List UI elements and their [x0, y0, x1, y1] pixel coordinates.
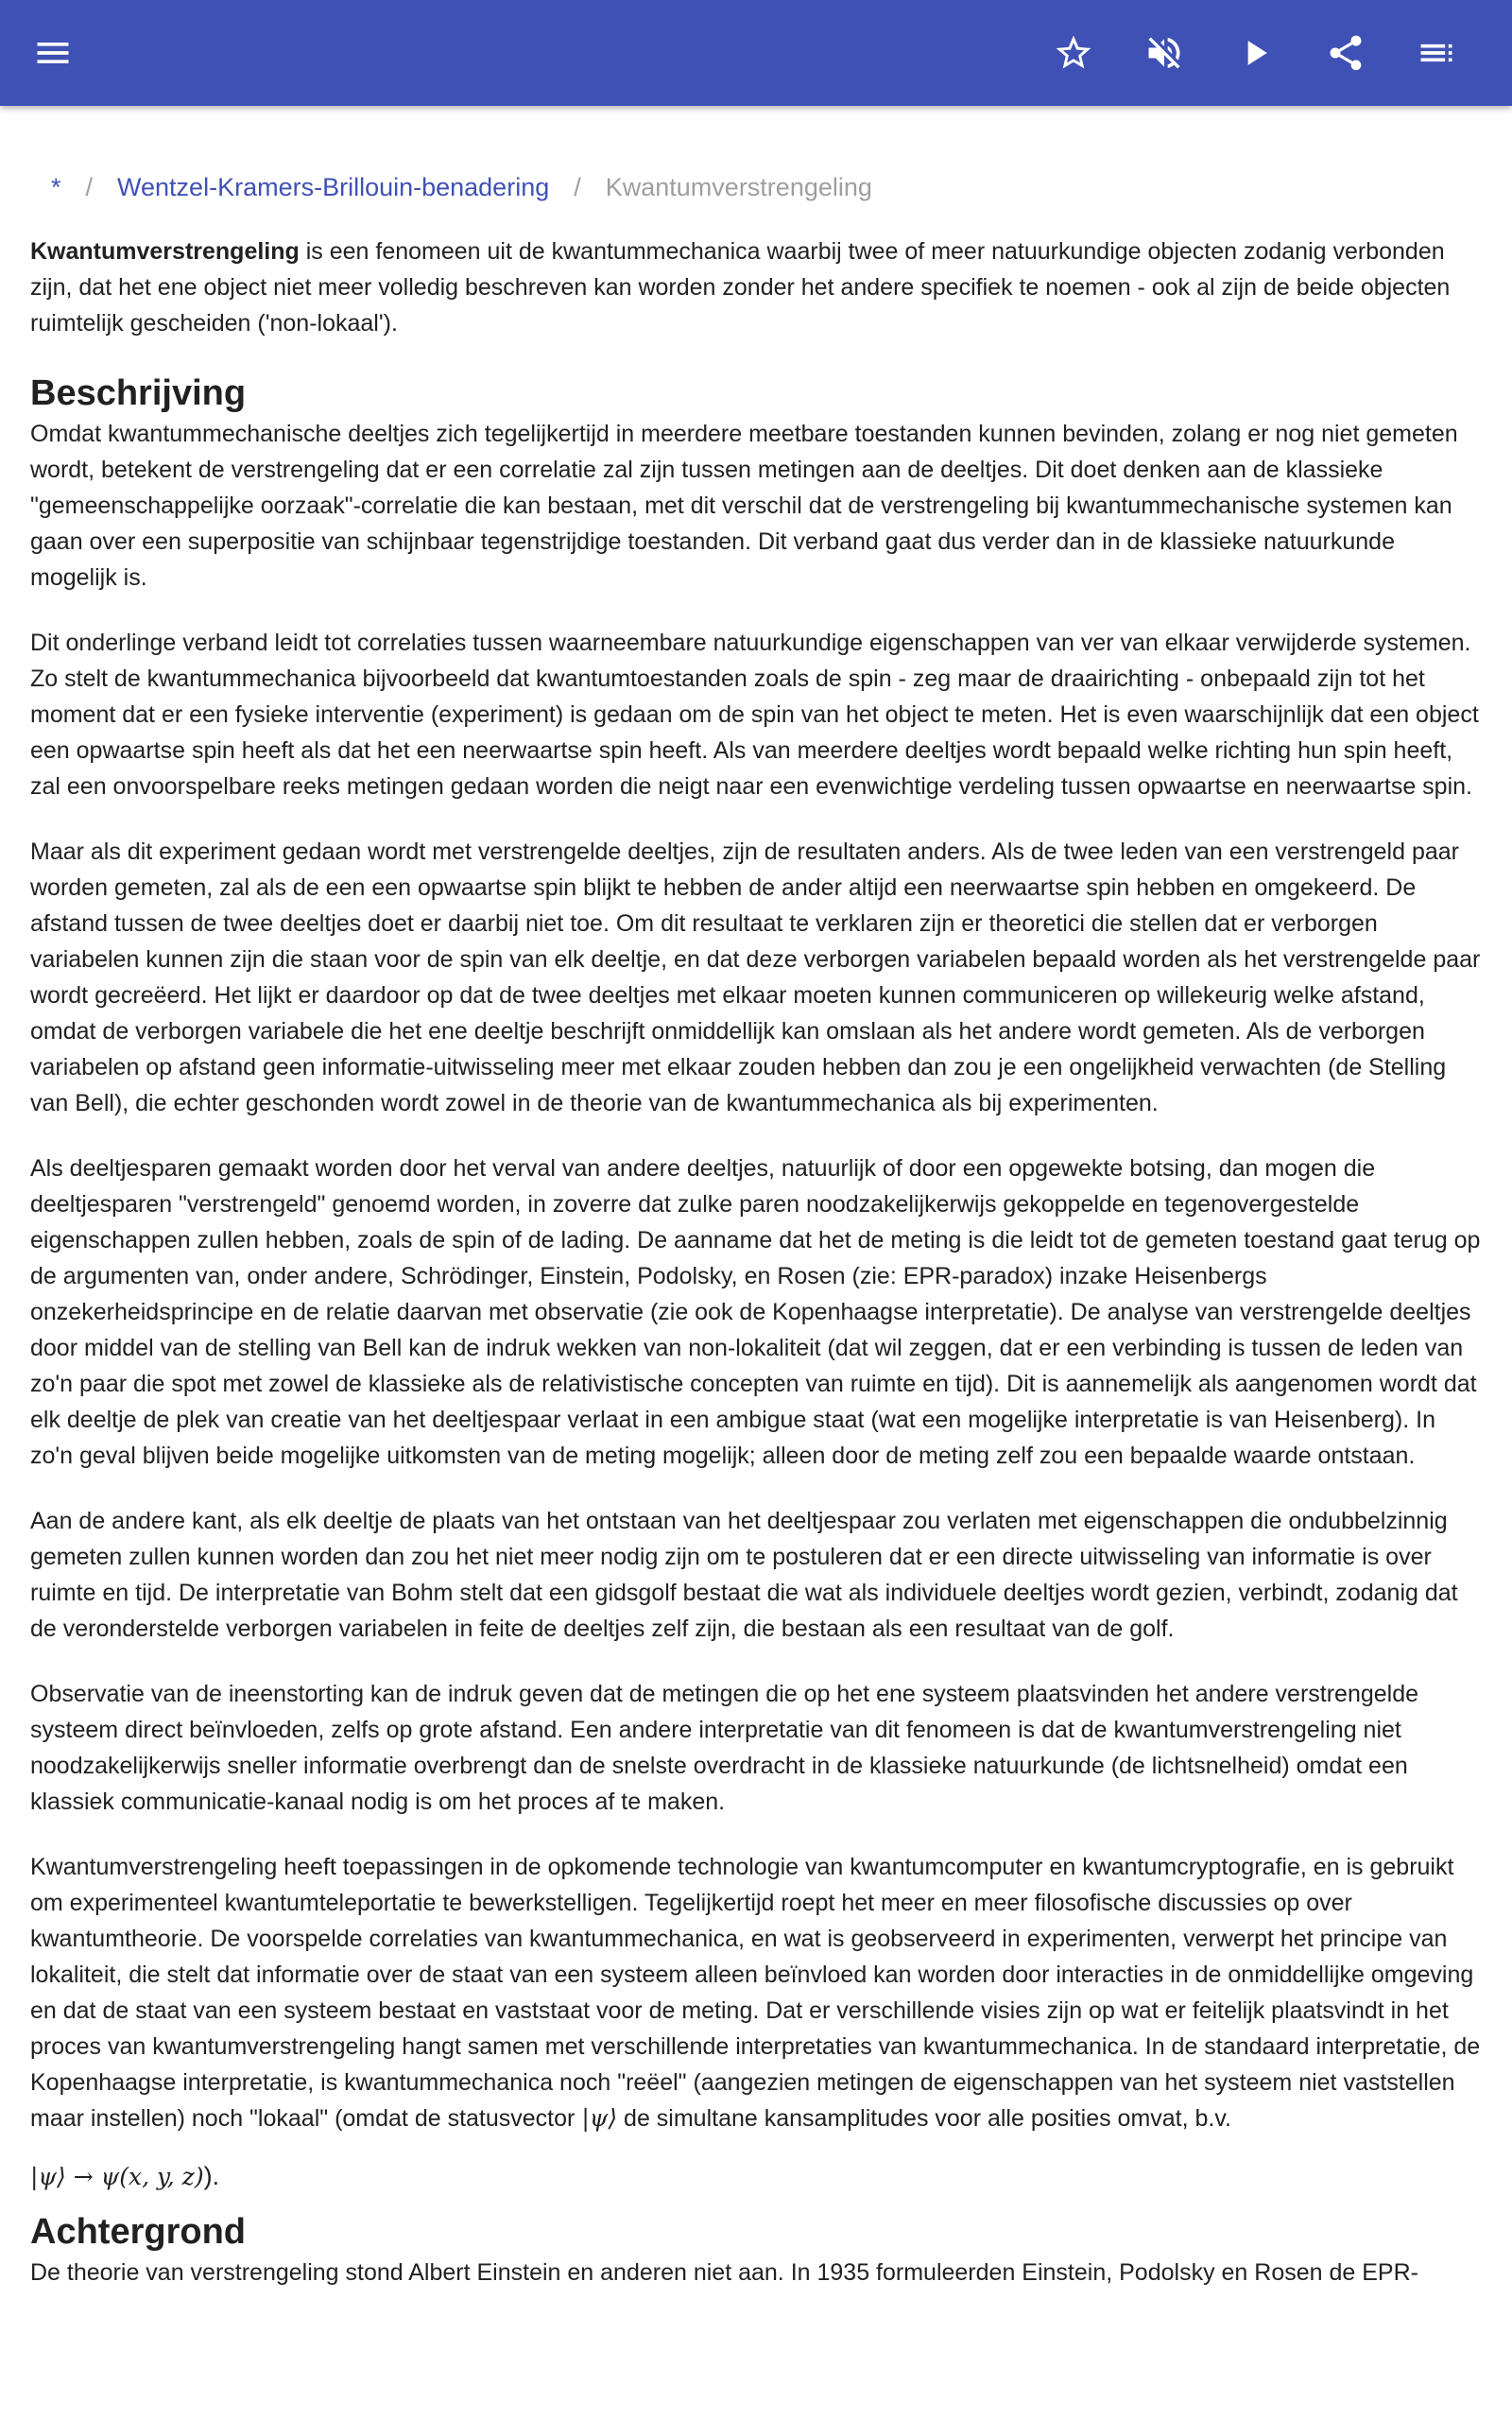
paragraph: Omdat kwantummechanische deeltjes zich tegelijkertijd in meerdere meetbare toestanden kunnen bevinden, zolang er nog niet gemeten wordt, betekent de verstrengeling dat er een correlatie zal zijn tussen metingen aan de deeltjes. Dit doet denken aan de klassieke "gemeenschappelijke oorzaak"-correlatie die kan bestaan, met dit verschil dat de verstrengeling bij kwantummechanische systemen kan gaan over een superpositie van schijnbaar tegenstrijdige toestanden. Dit verband gaat dus verder dan in de klassieke natuurkunde mogelijk is. — [30, 421, 1458, 591]
play-icon — [1234, 32, 1276, 74]
favorite-button[interactable] — [1043, 23, 1104, 83]
paragraph: De theorie van verstrengeling stond Albert Einstein en anderen niet aan. In 1935 formuleerden Einstein, Podolsky en Rosen de EPR- — [30, 2259, 1418, 2286]
paragraph: Dit onderlinge verband leidt tot correlaties tussen waarneembare natuurkundige eigenschappen van ver van elkaar verwijderde systemen. Zo stelt de kwantummechanica bijvoorbeeld dat kwantumtoestanden zoals de spin - zeg maar de draairichting - onbepaald zijn tot het moment dat er een fysieke interventie (experiment) is gedaan om de spin van het object te meten. Het is even waarschijnlijk dat een object een opwaartse spin heeft als dat het een neerwaartse spin heeft. Als van meerdere deeltjes wordt bepaald welke richting hun spin heeft, zal een onvoorspelbare reeks metingen gedaan worden die neigt naar een evenwichtige verdeling tussen opwaartse en neerwaartse spin. — [30, 630, 1479, 800]
app-bar — [0, 0, 1512, 106]
breadcrumb-home-link[interactable]: * — [51, 173, 61, 201]
volume-off-icon — [1143, 32, 1185, 74]
list-icon — [1416, 32, 1457, 74]
breadcrumb — [30, 168, 1482, 206]
intro-paragraph — [30, 233, 1482, 341]
share-icon — [1325, 32, 1366, 74]
paragraph — [30, 1849, 1482, 2136]
intro-term: Kwantumverstrengeling — [30, 238, 300, 265]
menu-icon — [32, 32, 74, 74]
formula-math: |ψ⟩ → ψ(x, y, z) — [30, 2163, 204, 2190]
formula-tail: ). — [203, 2162, 220, 2190]
intro-text: is een fenomeen uit de kwantummechanica waarbij twee of meer natuurkundige objecten zodanig verbonden zijn, dat het ene object niet meer volledig beschreven kan worden zonder het andere specifiek te noemen - ook al zijn de beide objecten ruimtelijk gescheiden ('non-lokaal'). — [30, 238, 1451, 337]
paragraph: Maar als dit experiment gedaan wordt met verstrengelde deeltjes, zijn de resultaten anders. Als de twee leden van een verstrengeld paar worden gemeten, zal als de een een opwaartse spin blijkt te hebben de ander altijd een neerwaartse spin hebben en omgekeerd. De afstand tussen de twee deeltjes doet er daarbij niet toe. Om dit resultaat te verklaren zijn er theoretici die stellen dat er verborgen variabelen kunnen zijn die staan voor de spin van elk deeltje, en dat deze verborgen variabelen bepaald worden als het verstrengelde paar wordt gecreëerd. Het lijkt er daardoor op dat de twee deeltjes met elkaar moeten kunnen communiceren op willekeurig welke afstand, omdat de verborgen variabele die het ene deeltje beschrijft onmiddellijk kan omslaan als het andere wordt gemeten. Als de verborgen variabelen op afstand geen informatie-uitwisseling meer met elkaar zouden hebben dan zou je een ongelijkheid verwachten (de Stelling van Bell), die echter geschonden wordt zowel in de theorie van de kwantummechanica als bij experimenten. — [30, 838, 1481, 1116]
section-title-achtergrond: Achtergrond — [30, 2212, 246, 2252]
statevector-math: |ψ⟩ — [581, 2104, 618, 2132]
star-outline-icon — [1053, 32, 1094, 74]
paragraph-text: Kwantumverstrengeling heeft toepassingen in de opkomende technologie van kwantumcomputer en kwantumcryptografie, en is gebruikt om experimenteel kwantumteleportatie te bewerkstelligen. Tegelijkertijd roept het meer en meer filosofische discussies op over kwantumtheorie. De voorspelde correlaties van kwantummechanica, en wat is geobserveerd in experimenten, verwerpt het principe van lokaliteit, die stelt dat informatie over de staat van een systeem alleen beïnvloed kan worden door interacties in de onmiddellijke omgeving en dat de staat van een systeem bestaat en vaststaat voor de meting. Dat er verschillende visies zijn op wat er feitelijk plaatsvindt in het proces van kwantumverstrengeling hangt samen met verschillende interpretaties van kwantummechanica. In de standaard interpretatie, de Kopenhaagse interpretatie, is kwantummechanica noch "reëel" (aangezien metingen de eigenschappen van het systeem niet vaststellen maar instellen) noch "lokaal" (omdat de statusvector — [30, 1854, 1481, 2132]
play-button[interactable] — [1225, 23, 1285, 83]
paragraph: Aan de andere kant, als elk deeltje de plaats van het ontstaan van het deeltjespaar zou verlaten met eigenschappen die ondubbelzinnig gemeten zullen kunnen worden dan zou het niet meer nodig zijn om te postuleren dat er een directe uitwisseling van informatie is over ruimte en tijd. De interpretatie van Bohm stelt dat een gidsgolf bestaat die wat als individuele deeltjes wordt gezien, verbindt, zodanig dat de veronderstelde verborgen variabelen in feite de deeltjes zelf zijn, die bestaan als een resultaat van de golf. — [30, 1508, 1458, 1642]
breadcrumb-separator: / — [574, 173, 581, 201]
formula — [30, 2157, 1482, 2196]
mute-button[interactable] — [1134, 23, 1194, 83]
menu-button[interactable] — [23, 23, 83, 83]
paragraph-text: de simultane kansamplitudes voor alle posities omvat, b.v. — [617, 2105, 1231, 2132]
contents-button[interactable] — [1406, 23, 1467, 83]
section-title-beschrijving: Beschrijving — [30, 373, 247, 413]
share-button[interactable] — [1315, 23, 1376, 83]
paragraph: Observatie van de ineenstorting kan de indruk geven dat de metingen die op het ene systeem plaatsvinden het andere verstrengelde systeem direct beïnvloeden, zelfs op grote afstand. Een andere interpretatie van dit fenomeen is dat de kwantumverstrengeling niet noodzakelijkerwijs sneller informatie overbrengt dan de snelste overdracht in de klassieke natuurkunde (de lichtsnelheid) omdat een klassiek communicatie-kanaal nodig is om het proces af te maken. — [30, 1681, 1419, 1815]
breadcrumb-separator: / — [85, 173, 94, 201]
paragraph: Als deeltjesparen gemaakt worden door het verval van andere deeltjes, natuurlijk of door een opgewekte botsing, dan mogen die deeltjesparen "verstrengeld" genoemd worden, in zoverre dat zulke paren noodzakelijkerwijs gekoppelde en tegenovergestelde eigenschappen zullen hebben, zoals de spin of de lading. De aanname dat het de meting is die leidt tot de gemeten toestand gaat terug op de argumenten van, onder andere, Schrödinger, Einstein, Podolsky, en Rosen (zie: EPR-paradox) inzake Heisenbergs onzekerheidsprincipe en de relatie daarvan met observatie (zie ook de Kopenhaagse interpretatie). De analyse van verstrengelde deeltjes door middel van de stelling van Bell kan de indruk wekken van non-lokaliteit (dat wil zeggen, dat er een verbinding is tussen de leden van zo'n paar die spot met zowel de klassieke als de relativistische concepten van ruimte en tijd). Dit is aannemelijk als aangenomen wordt dat elk deeltje de plek van creatie van het deeltjespaar verlaat in een ambigue staat (wat een mogelijke interpretatie is van Heisenberg). In zo'n geval blijven beide mogelijke uitkomsten van de meting mogelijk; alleen door de meting zelf zou een bepaalde waarde ontstaan. — [30, 1155, 1481, 1469]
article-content — [30, 106, 1482, 2320]
breadcrumb-current: Kwantumverstrengeling — [605, 173, 872, 201]
breadcrumb-parent-link[interactable]: Wentzel-Kramers-Brillouin-benadering — [117, 173, 550, 201]
